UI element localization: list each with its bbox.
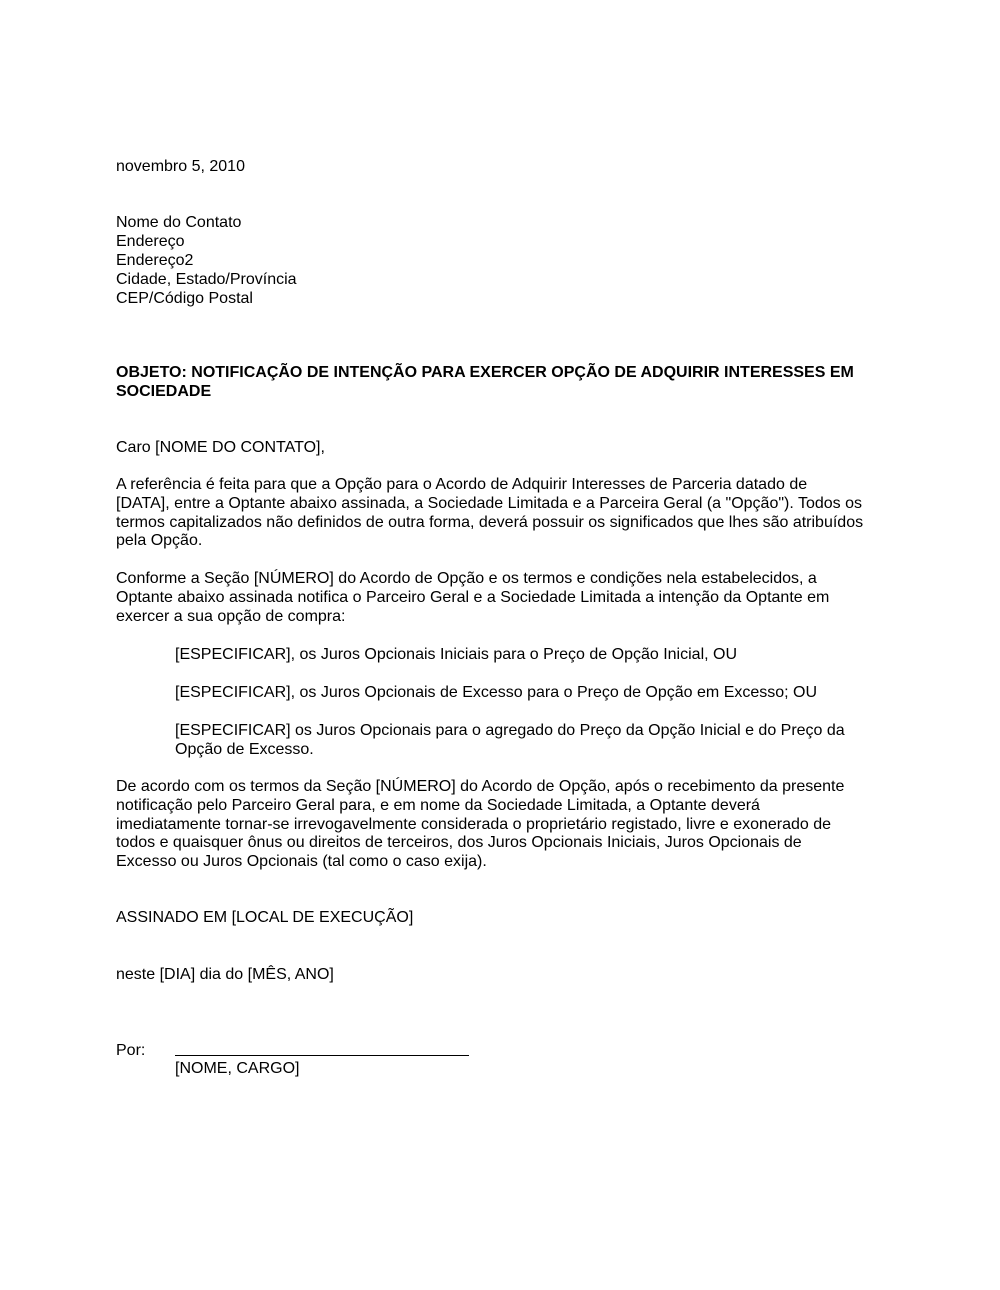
option-item-3	[175, 722, 875, 760]
paragraph-line: A referência é feita para que a Opção para o Acordo de Adquirir Interesses de Parceria datado de	[116, 476, 808, 493]
paragraph-line: [DATA], entre a Optante abaixo assinada, a Sociedade Limitada e a Parceira Geral (a "Opção"). Todos os	[116, 494, 862, 512]
paragraph-line: todos e quaisquer ônus ou direitos de terceiros, dos Juros Opcionais Iniciais, Juros Opcionais de	[116, 834, 802, 852]
option-line: Opção de Excesso.	[175, 740, 314, 758]
paragraph-line: exercer a sua opção de compra:	[116, 607, 346, 625]
signed-at: ASSINADO EM [LOCAL DE EXECUÇÃO]	[116, 909, 414, 926]
paragraph-line: De acordo com os termos da Seção [NÚMERO] do Acordo de Opção, após o recebimento da presente	[116, 778, 845, 795]
salutation: Caro [NOME DO CONTATO],	[116, 439, 325, 456]
option-line: [ESPECIFICAR], os Juros Opcionais Iniciais para o Preço de Opção Inicial, OU	[175, 646, 738, 663]
letter-date: novembro 5, 2010	[116, 158, 245, 175]
subject-line-2: SOCIEDADE	[116, 382, 212, 400]
paragraph-line: notificação pelo Parceiro Geral para, e em nome da Sociedade Limitada, a Optante deverá	[116, 796, 760, 814]
option-line: [ESPECIFICAR], os Juros Opcionais de Excesso para o Preço de Opção em Excesso; OU	[175, 684, 818, 701]
paragraph-line: Optante abaixo assinada notifica o Parceiro Geral e a Sociedade Limitada a intenção da Optante em	[116, 588, 830, 606]
paragraph-line: termos capitalizados não definidos de outra forma, deverá possuir os significados que lhes são atribuídos	[116, 513, 864, 531]
recipient-address1: Endereço	[116, 233, 185, 250]
paragraph-line: Conforme a Seção [NÚMERO] do Acordo de Opção e os termos e condições nela estabelecidos, a	[116, 570, 817, 587]
signature-by-label: Por:	[116, 1042, 146, 1059]
paragraph-line: pela Opção.	[116, 532, 203, 550]
recipient-address2: Endereço2	[116, 252, 194, 269]
recipient-city-state: Cidade, Estado/Província	[116, 271, 297, 288]
paragraph-terms	[116, 778, 876, 872]
option-item-2	[175, 684, 875, 703]
option-item-1	[175, 646, 875, 665]
recipient-name: Nome do Contato	[116, 214, 242, 231]
signature-line	[175, 1055, 469, 1056]
signed-on: neste [DIA] dia do [MÊS, ANO]	[116, 966, 334, 983]
signature-name-title: [NOME, CARGO]	[175, 1060, 300, 1077]
recipient-postal: CEP/Código Postal	[116, 290, 253, 307]
paragraph-reference	[116, 476, 876, 551]
paragraph-line: imediatamente tornar-se irrevogavelmente considerada o proprietário registado, livre e exonerado de	[116, 815, 832, 833]
option-line: [ESPECIFICAR] os Juros Opcionais para o agregado do Preço da Opção Inicial e do Preço da	[175, 722, 845, 739]
paragraph-line: Excesso ou Juros Opcionais (tal como o caso exija).	[116, 853, 487, 871]
paragraph-notice	[116, 570, 876, 626]
subject-line	[116, 364, 876, 402]
subject-line-1: OBJETO: NOTIFICAÇÃO DE INTENÇÃO PARA EXERCER OPÇÃO DE ADQUIRIR INTERESSES EM	[116, 364, 854, 381]
